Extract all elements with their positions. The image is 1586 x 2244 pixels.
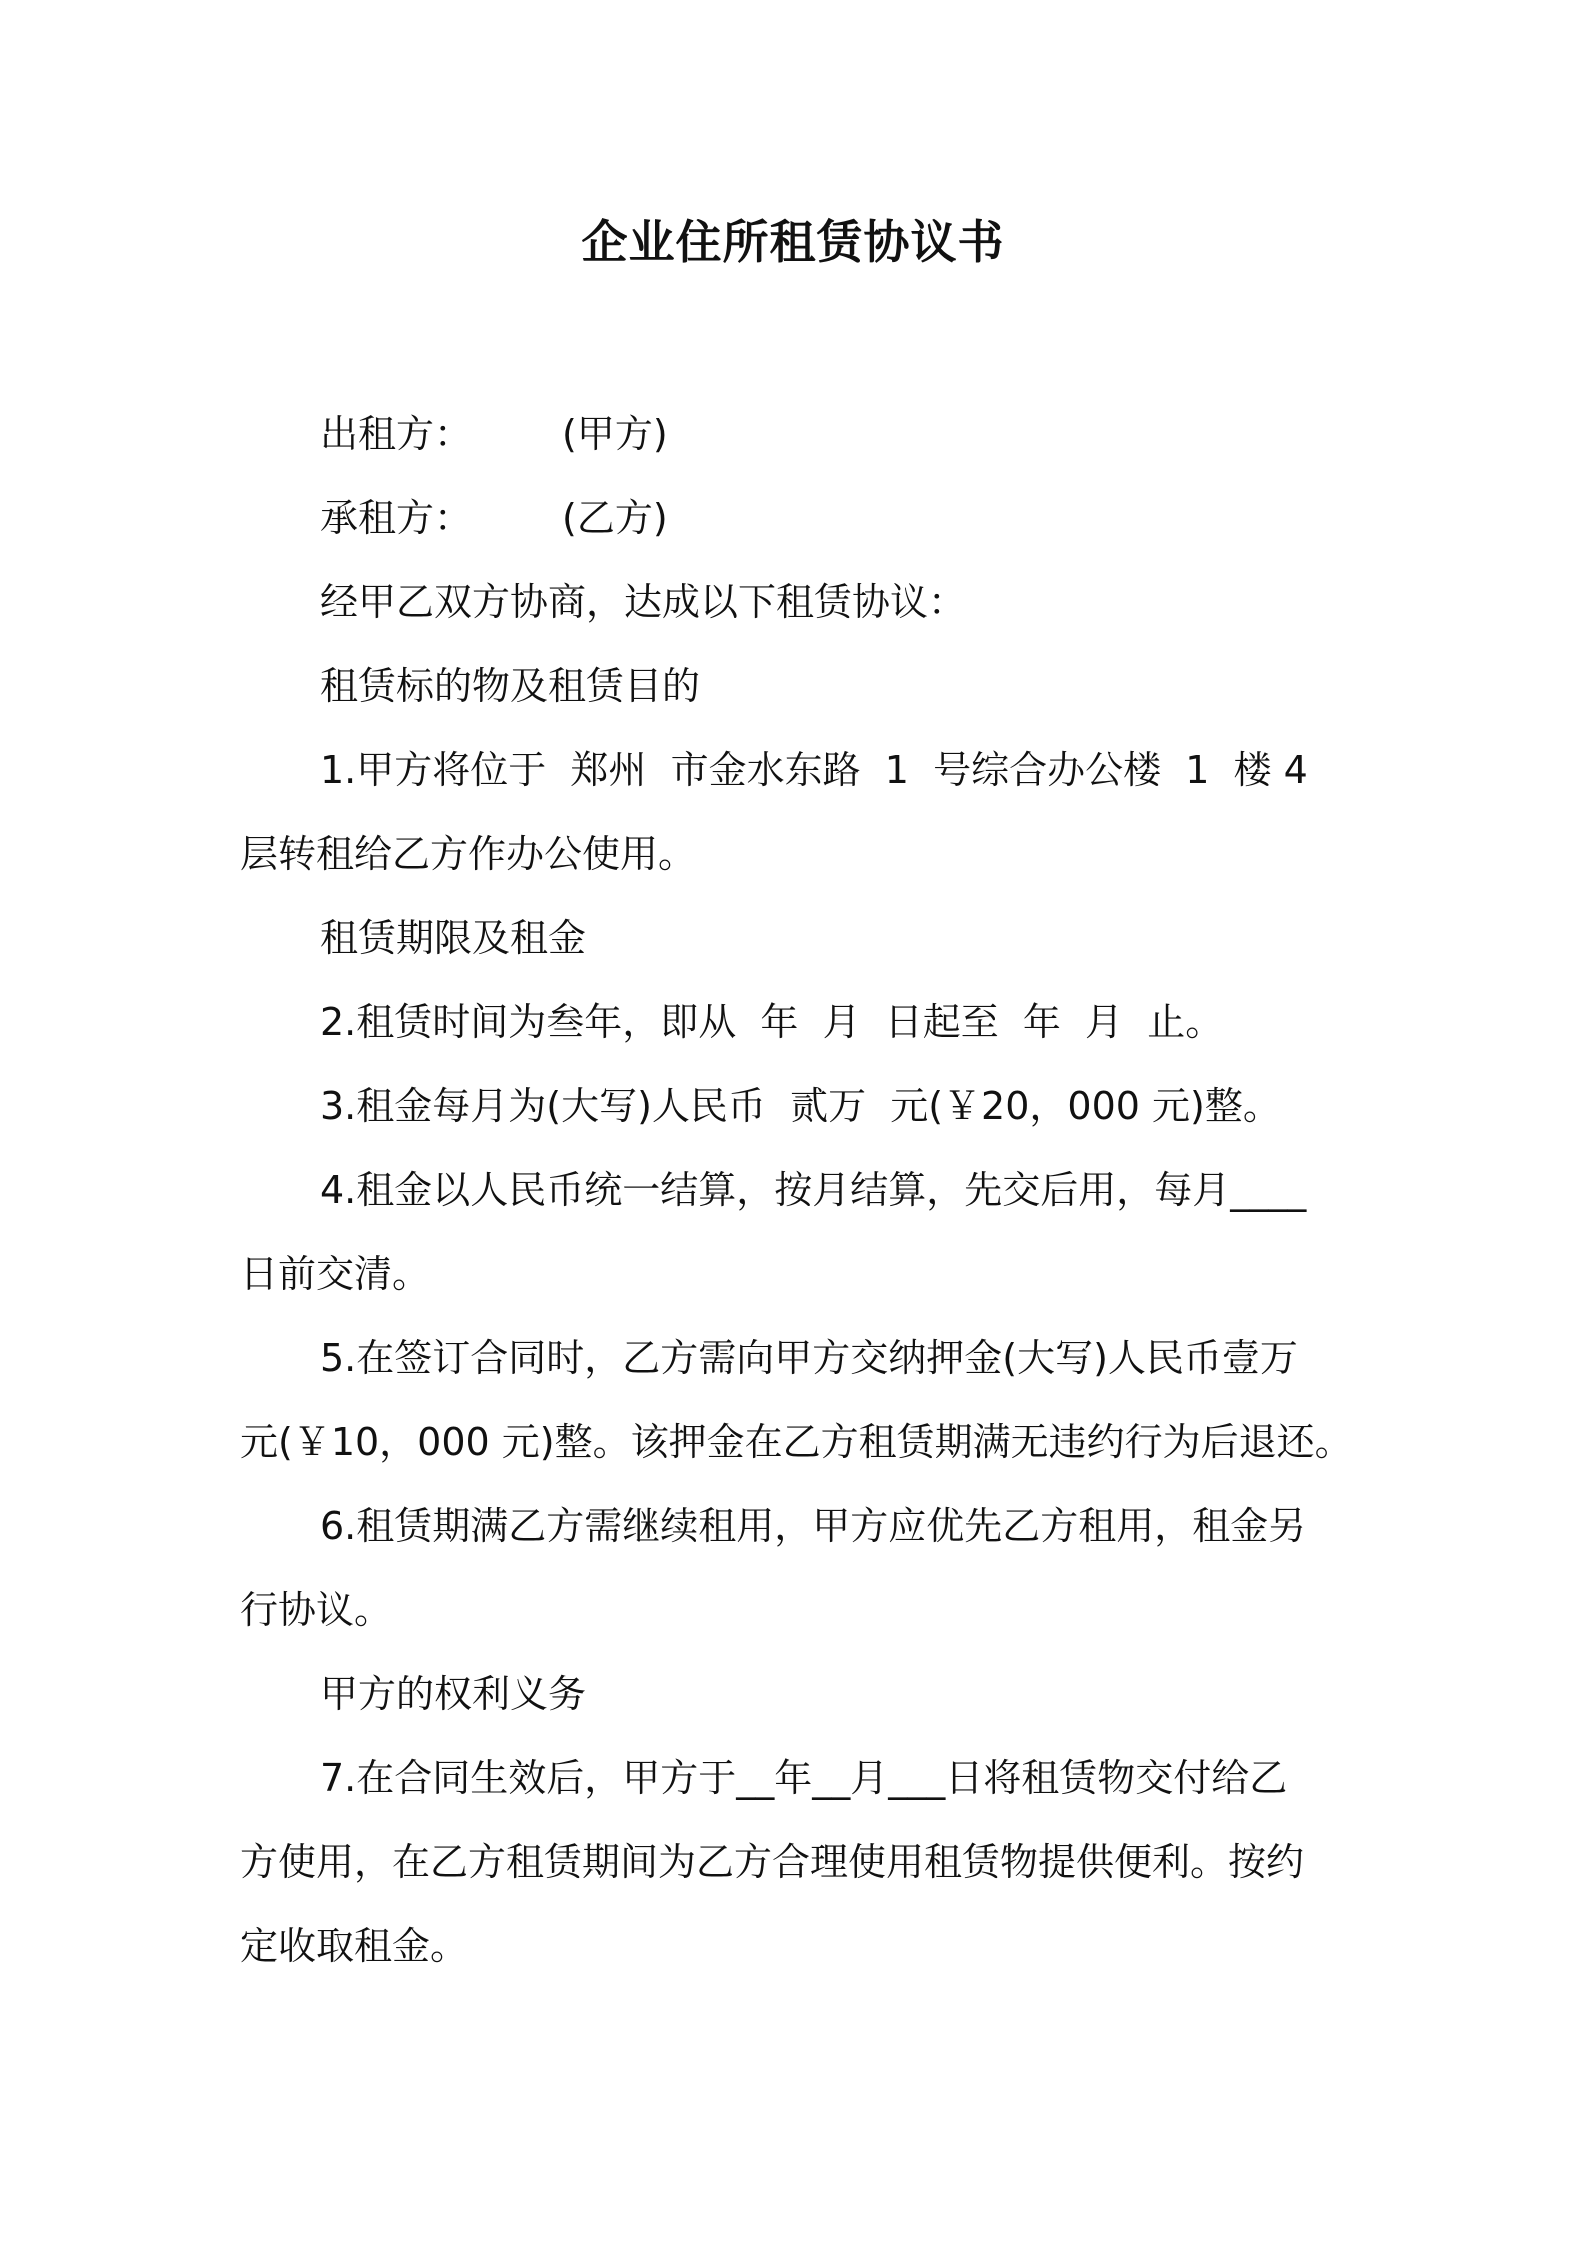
clause-1-line-2: 层转租给乙方作办公使用。	[240, 832, 697, 876]
clause-3: 3.租金每月为(大写)人民币 贰万 元(￥20，000 元)整。	[320, 1084, 1281, 1128]
section-heading-lessor-rights: 甲方的权利义务	[320, 1672, 587, 1716]
clause-4-line-2: 日前交清。	[240, 1252, 431, 1296]
clause-7-line-1: 7.在合同生效后，甲方于__年__月___日将租赁物交付给乙	[320, 1756, 1288, 1800]
clause-1-line-1: 1.甲方将位于 郑州 市金水东路 1 号综合办公楼 1 楼 4	[320, 748, 1308, 792]
section-heading-term: 租赁期限及租金	[320, 916, 587, 960]
lessor-role: (甲方)	[562, 412, 668, 456]
clause-5-line-1: 5.在签订合同时，乙方需向甲方交纳押金(大写)人民币壹万	[320, 1336, 1298, 1380]
clause-7-line-2: 方使用，在乙方租赁期间为乙方合理使用租赁物提供便利。按约	[240, 1840, 1305, 1884]
clause-4-line-1: 4.租金以人民币统一结算，按月结算，先交后用，每月____	[320, 1168, 1307, 1212]
section-heading-subject: 租赁标的物及租赁目的	[320, 664, 701, 708]
clause-5-line-2: 元(￥10，000 元)整。该押金在乙方租赁期满无违约行为后退还。	[240, 1420, 1353, 1464]
clause-6-line-2: 行协议。	[240, 1588, 393, 1632]
preamble: 经甲乙双方协商，达成以下租赁协议：	[320, 580, 967, 624]
lessee-label: 承租方：	[320, 496, 473, 540]
clause-6-line-1: 6.租赁期满乙方需继续租用，甲方应优先乙方租用，租金另	[320, 1504, 1307, 1548]
clause-2: 2.租赁时间为叁年，即从 年 月 日起至 年 月 止。	[320, 1000, 1224, 1044]
lessee-role: (乙方)	[562, 496, 668, 540]
document-title: 企业住所租赁协议书	[581, 215, 1005, 269]
clause-7-line-3: 定收取租金。	[240, 1924, 469, 1968]
lessor-label: 出租方：	[320, 412, 473, 456]
